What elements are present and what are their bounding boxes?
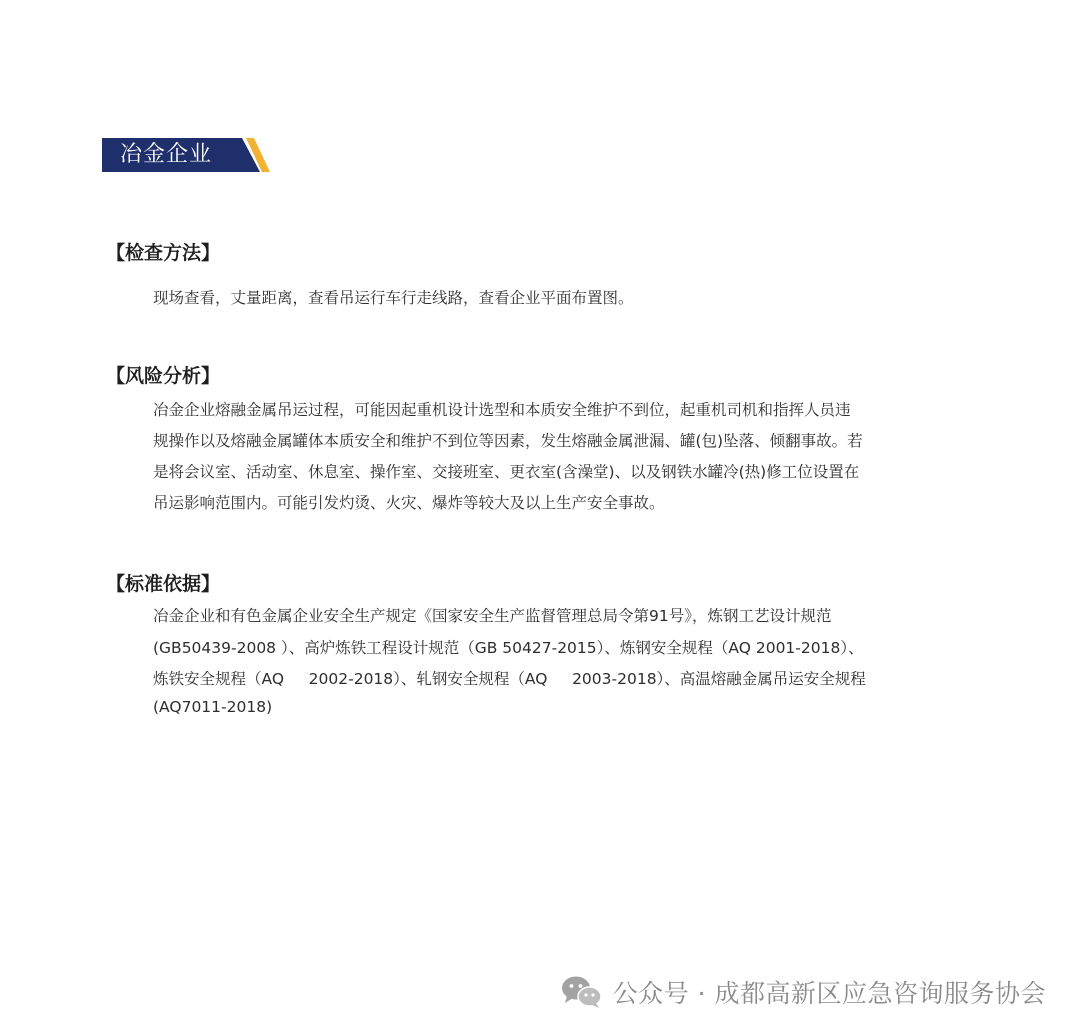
- risk-analysis-line: 吊运影响范围内。可能引发灼烫、火灾、爆炸等较大及以上生产安全事故。: [153, 494, 665, 512]
- footer-account-text: 公众号 · 成都高新区应急咨询服务协会: [612, 979, 1046, 1008]
- standard-basis-line: (GB50439-2008 ）、高炉炼铁工程设计规范（GB 50427-2015）、炼钢安全规程（AQ 2001-2018）、: [153, 639, 864, 657]
- section-heading-inspection-method: 【检查方法】: [106, 242, 221, 264]
- category-banner: [102, 138, 270, 172]
- wechat-icon: [561, 974, 603, 1010]
- standard-basis-line: 冶金企业和有色金属企业安全生产规定《国家安全生产监督管理总局令第91号》，炼钢工艺设计规范: [153, 607, 832, 625]
- footer-watermark: [561, 972, 1046, 1012]
- banner-title: 冶金企业: [120, 142, 213, 167]
- section-heading-standard-basis: 【标准依据】: [106, 573, 221, 595]
- standard-basis-line: (AQ7011-2018): [153, 698, 273, 716]
- risk-analysis-line: 冶金企业熔融金属吊运过程，可能因起重机设计选型和本质安全维护不到位，起重机司机和指挥人员违: [153, 401, 851, 419]
- inspection-method-line: 现场查看，丈量距离，查看吊运行车行走线路，查看企业平面布置图。: [153, 289, 634, 307]
- standard-basis-line: 炼铁安全规程（AQ 2002-2018）、轧钢安全规程（AQ 2003-2018）、高温熔融金属吊运安全规程: [153, 670, 866, 688]
- risk-analysis-line: 规操作以及熔融金属罐体本质安全和维护不到位等因素，发生熔融金属泄漏、罐(包)坠落、倾翻事故。若: [153, 432, 863, 450]
- risk-analysis-line: 是将会议室、活动室、休息室、操作室、交接班室、更衣室(含澡堂)、以及钢铁水罐冷(热)修工位设置在: [153, 463, 860, 481]
- section-heading-risk-analysis: 【风险分析】: [106, 365, 221, 387]
